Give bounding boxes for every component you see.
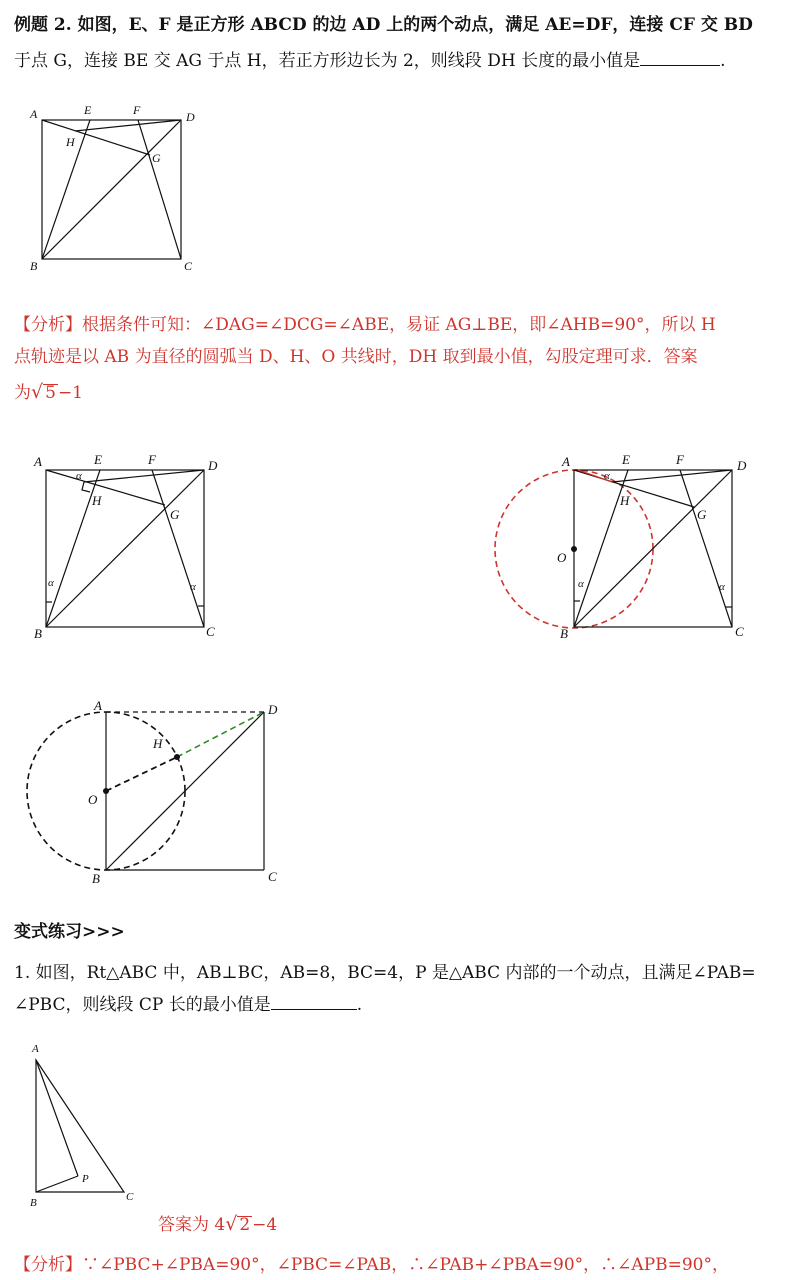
- label-G2: G: [170, 507, 180, 522]
- label-B5: B: [30, 1197, 37, 1209]
- label-H4: H: [153, 736, 163, 751]
- label-E2: E: [94, 452, 102, 467]
- label-A4: A: [94, 698, 102, 713]
- label-B3: B: [560, 626, 568, 641]
- label-B2: B: [34, 626, 42, 641]
- label-A3: A: [562, 454, 570, 469]
- practice-answer: 答案为 4√ 2 −4: [158, 1213, 278, 1235]
- label-C5: C: [126, 1191, 134, 1203]
- practice-line-1: 1. 如图，Rt△ABC 中，AB⊥BC，AB=8，BC=4，P 是△ABC 内部的一个动点，且满足∠PAB=: [14, 963, 756, 983]
- label-O4: O: [88, 792, 98, 807]
- label-B: B: [30, 259, 38, 273]
- label-P: P: [82, 1173, 89, 1185]
- practice-heading: 变式练习>>>: [14, 922, 125, 942]
- label-H3: H: [620, 493, 630, 508]
- analysis-line-2: 点轨迹是以 AB 为直径的圆弧当 D、H、O 共线时，DH 取到最小值，勾股定理可求．答案: [14, 347, 698, 367]
- label-E3: E: [622, 452, 630, 467]
- label-D3: D: [737, 458, 747, 473]
- label-C: C: [184, 259, 193, 273]
- label-C3: C: [735, 624, 744, 639]
- label-D: D: [186, 110, 195, 124]
- label-O3: O: [557, 550, 567, 565]
- label-G3: G: [697, 507, 707, 522]
- label-D2: D: [208, 458, 218, 473]
- alpha-6: α: [719, 581, 725, 593]
- period: .: [720, 51, 726, 71]
- example-text: 于点 G，连接 BE 交 AG 于点 H，若正方形边长为 2，则线段 DH 长度的最小值是: [14, 51, 641, 71]
- alpha-1: α: [76, 470, 82, 482]
- label-A: A: [30, 107, 38, 121]
- alpha-2: α: [48, 577, 54, 589]
- sqrt-5: 5: [45, 383, 56, 403]
- analysis-line-1: 【分析】根据条件可知：∠DAG=∠DCG=∠ABE，易证 AG⊥BE，即∠AHB=90°，所以 H: [14, 315, 716, 335]
- example-title: 例题 2. 如图，E、F 是正方形 ABCD 的边 AD 上的两个动点，满足 AE=DF，连接 CF 交 BD: [14, 15, 753, 35]
- practice-line-2: ∠PBC，则线段 CP 长的最小值是 .: [14, 995, 363, 1015]
- alpha-3: α: [190, 581, 196, 593]
- label-G: G: [152, 151, 161, 165]
- label-H: H: [66, 135, 75, 149]
- alpha-5: α: [578, 578, 584, 590]
- practice-analysis: 【分析】∵∠PBC+∠PBA=90°，∠PBC=∠PAB，∴∠PAB+∠PBA=90°，∴∠APB=90°，: [14, 1255, 729, 1275]
- label-D4: D: [268, 702, 278, 717]
- label-F2: F: [148, 452, 156, 467]
- alpha-4: α: [604, 470, 610, 482]
- analysis-line-3: 为√ 5 −1: [14, 381, 83, 403]
- label-H2: H: [92, 493, 102, 508]
- label-B4: B: [92, 871, 100, 886]
- label-F3: F: [676, 452, 684, 467]
- label-A2: A: [34, 454, 42, 469]
- label-A5: A: [32, 1043, 39, 1055]
- label-F: F: [133, 103, 141, 117]
- label-E: E: [84, 103, 92, 117]
- label-C2: C: [206, 624, 215, 639]
- label-C4: C: [268, 869, 277, 884]
